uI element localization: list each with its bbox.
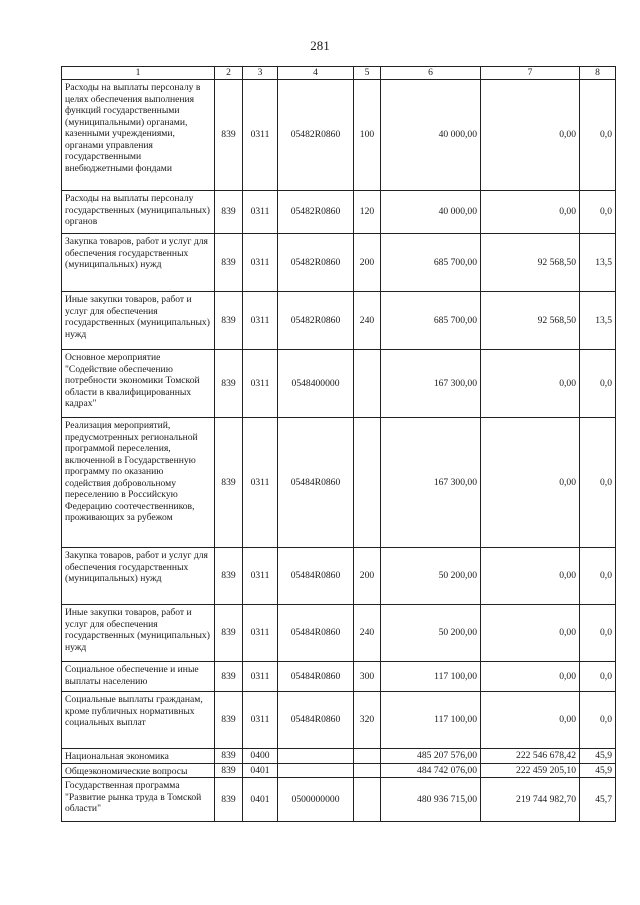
- plan-amount: 484 742 076,00: [381, 763, 481, 778]
- plan-amount: 50 200,00: [381, 605, 481, 662]
- code-cell: [354, 350, 381, 418]
- code-cell: 300: [354, 662, 381, 692]
- code-cell: 839: [215, 548, 243, 605]
- code-cell: 839: [215, 605, 243, 662]
- code-cell: 0548400000: [278, 350, 354, 418]
- row-name: Социальное обеспечение и иные выплаты населению: [62, 662, 215, 692]
- code-cell: 839: [215, 418, 243, 548]
- code-cell: [354, 778, 381, 822]
- page-number: 281: [310, 38, 330, 53]
- table-header-row: [62, 67, 616, 80]
- code-cell: 839: [215, 778, 243, 822]
- percent-cell: 13,5: [580, 292, 616, 350]
- row-name: Закупка товаров, работ и услуг для обеспечения государственных (муниципальных) нужд: [62, 548, 215, 605]
- code-cell: 0311: [243, 605, 278, 662]
- table-row: [62, 292, 616, 350]
- code-cell: 200: [354, 234, 381, 292]
- code-cell: 839: [215, 662, 243, 692]
- percent-cell: 0,0: [580, 692, 616, 749]
- row-name: Закупка товаров, работ и услуг для обеспечения государственных (муниципальных) нужд: [62, 234, 215, 292]
- column-header: 5: [354, 67, 381, 80]
- code-cell: 0311: [243, 191, 278, 234]
- code-cell: 0311: [243, 418, 278, 548]
- code-cell: 200: [354, 548, 381, 605]
- code-cell: [354, 763, 381, 778]
- fact-amount: 0,00: [481, 548, 580, 605]
- code-cell: [278, 763, 354, 778]
- row-name: Национальная экономика: [62, 749, 215, 764]
- fact-amount: 0,00: [481, 605, 580, 662]
- table-row: [62, 692, 616, 749]
- row-name: Государственная программа "Развитие рынка труда в Томской области": [62, 778, 215, 822]
- budget-table: [61, 66, 616, 822]
- fact-amount: 219 744 982,70: [481, 778, 580, 822]
- percent-cell: 0,0: [580, 191, 616, 234]
- code-cell: 0311: [243, 350, 278, 418]
- code-cell: 839: [215, 749, 243, 764]
- code-cell: 05482R0860: [278, 80, 354, 191]
- percent-cell: 13,5: [580, 234, 616, 292]
- table-row: [62, 662, 616, 692]
- code-cell: 0401: [243, 763, 278, 778]
- percent-cell: 45,9: [580, 763, 616, 778]
- plan-amount: 40 000,00: [381, 80, 481, 191]
- plan-amount: 40 000,00: [381, 191, 481, 234]
- code-cell: 839: [215, 80, 243, 191]
- row-name: Общеэкономические вопросы: [62, 763, 215, 778]
- table-row: [62, 778, 616, 822]
- fact-amount: 0,00: [481, 418, 580, 548]
- row-name: Расходы на выплаты персоналу государственных (муниципальных) органов: [62, 191, 215, 234]
- plan-amount: 50 200,00: [381, 548, 481, 605]
- code-cell: 0311: [243, 548, 278, 605]
- code-cell: 05484R0860: [278, 662, 354, 692]
- code-cell: 0400: [243, 749, 278, 764]
- table-row: [62, 191, 616, 234]
- code-cell: [354, 418, 381, 548]
- column-header: 3: [243, 67, 278, 80]
- fact-amount: 92 568,50: [481, 234, 580, 292]
- column-header: 7: [481, 67, 580, 80]
- code-cell: 0311: [243, 662, 278, 692]
- percent-cell: 0,0: [580, 350, 616, 418]
- fact-amount: 222 459 205,10: [481, 763, 580, 778]
- code-cell: 05482R0860: [278, 191, 354, 234]
- fact-amount: 0,00: [481, 692, 580, 749]
- table-row: [62, 350, 616, 418]
- row-name: Расходы на выплаты персоналу в целях обеспечения выполнения функций государственными (муниципальными) органами, казенными учреждениями, органами управления государственными внебюджетными фондами: [62, 80, 215, 191]
- plan-amount: 485 207 576,00: [381, 749, 481, 764]
- code-cell: 320: [354, 692, 381, 749]
- code-cell: 0500000000: [278, 778, 354, 822]
- column-header: 2: [215, 67, 243, 80]
- code-cell: 100: [354, 80, 381, 191]
- fact-amount: 0,00: [481, 80, 580, 191]
- percent-cell: 0,0: [580, 418, 616, 548]
- code-cell: 839: [215, 234, 243, 292]
- code-cell: 839: [215, 191, 243, 234]
- column-header: 6: [381, 67, 481, 80]
- percent-cell: 0,0: [580, 548, 616, 605]
- plan-amount: 117 100,00: [381, 692, 481, 749]
- table-row: [62, 418, 616, 548]
- code-cell: 05484R0860: [278, 548, 354, 605]
- code-cell: 839: [215, 350, 243, 418]
- code-cell: 0311: [243, 692, 278, 749]
- table-row: [62, 605, 616, 662]
- percent-cell: 0,0: [580, 605, 616, 662]
- fact-amount: 0,00: [481, 350, 580, 418]
- plan-amount: 480 936 715,00: [381, 778, 481, 822]
- plan-amount: 685 700,00: [381, 292, 481, 350]
- fact-amount: 0,00: [481, 191, 580, 234]
- row-name: Основное мероприятие "Содействие обеспечению потребности экономики Томской области в квалифицированных кадрах": [62, 350, 215, 418]
- fact-amount: 92 568,50: [481, 292, 580, 350]
- column-header: 1: [62, 67, 215, 80]
- column-header: 4: [278, 67, 354, 80]
- table-row: [62, 234, 616, 292]
- code-cell: 839: [215, 292, 243, 350]
- row-name: Иные закупки товаров, работ и услуг для обеспечения государственных (муниципальных) нужд: [62, 605, 215, 662]
- code-cell: 05482R0860: [278, 234, 354, 292]
- fact-amount: 222 546 678,42: [481, 749, 580, 764]
- code-cell: 05484R0860: [278, 692, 354, 749]
- code-cell: 240: [354, 292, 381, 350]
- row-name: Реализация мероприятий, предусмотренных региональной программой переселения, включенной в Государственную программу по оказанию содействия добровольному переселению в Российскую Федерацию соотечественников, проживающих за рубежом: [62, 418, 215, 548]
- code-cell: 05482R0860: [278, 292, 354, 350]
- percent-cell: 0,0: [580, 80, 616, 191]
- table-row: [62, 80, 616, 191]
- code-cell: 0311: [243, 80, 278, 191]
- fact-amount: 0,00: [481, 662, 580, 692]
- plan-amount: 117 100,00: [381, 662, 481, 692]
- code-cell: [278, 749, 354, 764]
- percent-cell: 0,0: [580, 662, 616, 692]
- column-header: 8: [580, 67, 616, 80]
- code-cell: 120: [354, 191, 381, 234]
- plan-amount: 167 300,00: [381, 350, 481, 418]
- table-row: [62, 548, 616, 605]
- table-row: [62, 749, 616, 764]
- code-cell: 0311: [243, 292, 278, 350]
- plan-amount: 685 700,00: [381, 234, 481, 292]
- percent-cell: 45,9: [580, 749, 616, 764]
- code-cell: 839: [215, 692, 243, 749]
- table-row: [62, 763, 616, 778]
- code-cell: 0401: [243, 778, 278, 822]
- code-cell: 05484R0860: [278, 418, 354, 548]
- row-name: Иные закупки товаров, работ и услуг для обеспечения государственных (муниципальных) нужд: [62, 292, 215, 350]
- row-name: Социальные выплаты гражданам, кроме публичных нормативных социальных выплат: [62, 692, 215, 749]
- code-cell: 05484R0860: [278, 605, 354, 662]
- code-cell: 839: [215, 763, 243, 778]
- code-cell: 0311: [243, 234, 278, 292]
- plan-amount: 167 300,00: [381, 418, 481, 548]
- percent-cell: 45,7: [580, 778, 616, 822]
- code-cell: [354, 749, 381, 764]
- code-cell: 240: [354, 605, 381, 662]
